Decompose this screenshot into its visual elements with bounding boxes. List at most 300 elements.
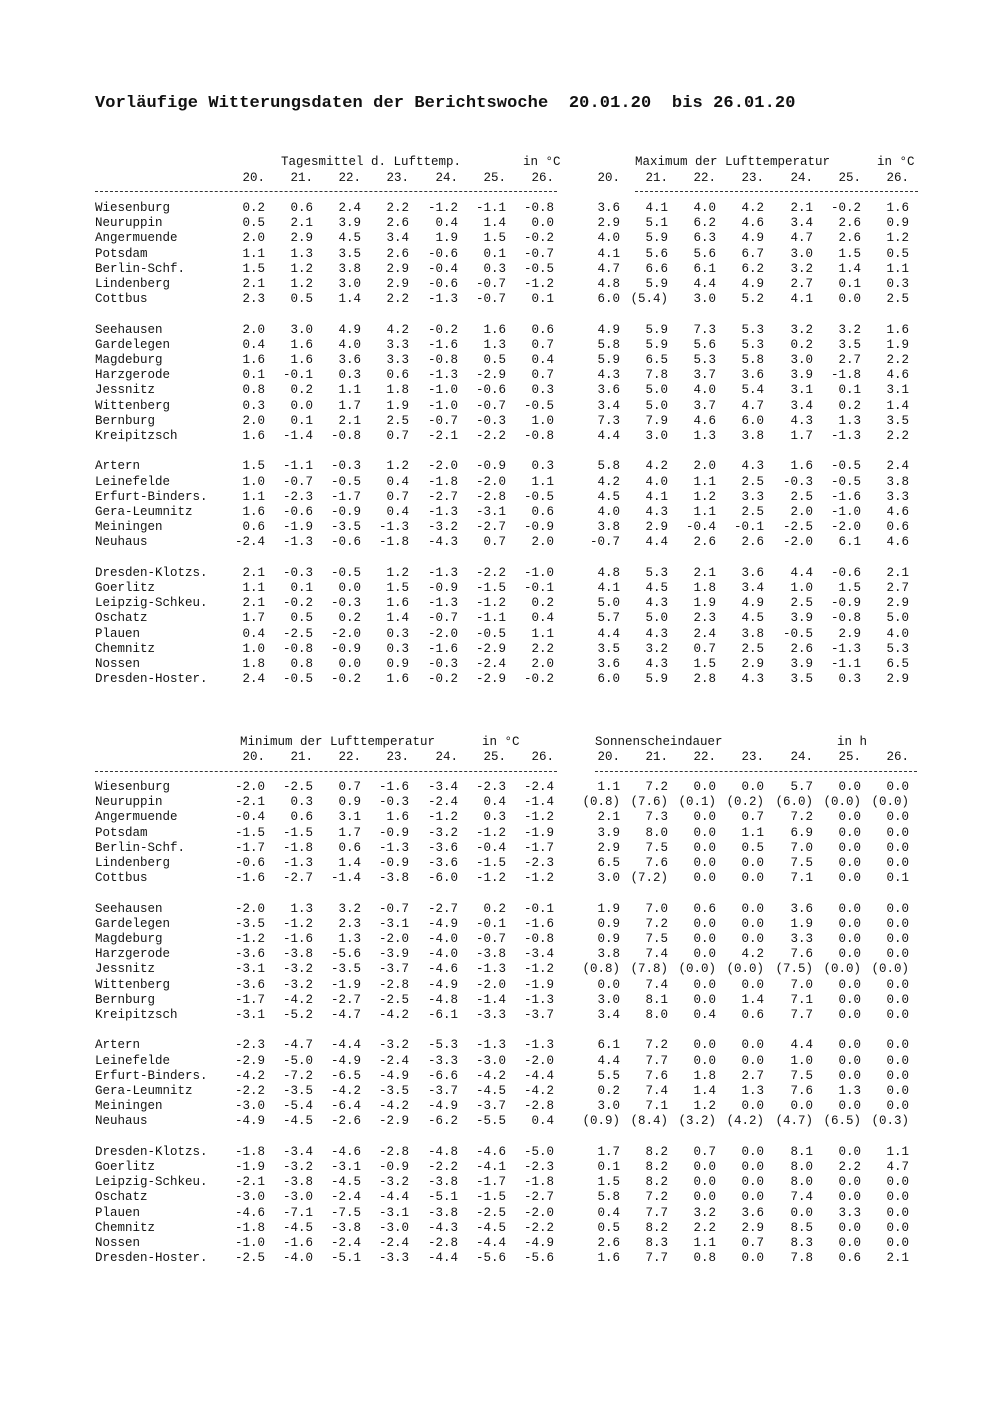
left-value-cell: -0.3 <box>330 459 361 474</box>
left-value-cell: -0.7 <box>475 277 506 291</box>
left-value-cell: -3.7 <box>475 1099 506 1114</box>
right-value-cell: 4.2 <box>597 474 620 489</box>
left-value-cell: -0.9 <box>378 1160 409 1174</box>
right-value-cell: 3.9 <box>597 825 620 840</box>
station-name: Kreipitzsch <box>95 1008 178 1022</box>
station-name: Cottbus <box>95 871 148 886</box>
right-value-cell: 1.5 <box>838 581 861 595</box>
left-value-cell: 0.6 <box>290 201 313 215</box>
right-value-cell: 3.8 <box>741 626 764 641</box>
left-value-cell: 1.1 <box>338 383 361 398</box>
right-value-cell: 7.2 <box>645 780 668 794</box>
right-value-cell: 0.1 <box>886 871 909 886</box>
station-name: Leipzig-Schkeu. <box>95 1175 208 1190</box>
right-value-cell: 5.9 <box>597 353 620 367</box>
left-value-cell: -1.3 <box>282 535 313 550</box>
left-value-cell: -4.3 <box>427 1220 458 1235</box>
right-value-cell: 0.0 <box>693 1175 716 1190</box>
left-value-cell: -0.3 <box>330 596 361 611</box>
right-value-cell: 0.5 <box>597 1220 620 1235</box>
right-value-cell: (6.0) <box>775 795 813 810</box>
table-row <box>95 1099 925 1114</box>
left-value-cell: -1.3 <box>427 368 458 383</box>
table-row <box>95 993 925 1008</box>
left-value-cell: -2.4 <box>330 1236 361 1250</box>
right-value-cell: 2.6 <box>838 216 861 231</box>
left-value-cell: 1.6 <box>483 322 506 337</box>
right-value-cell: 0.0 <box>693 871 716 886</box>
right-value-cell: 4.7 <box>741 398 764 413</box>
right-value-cell: 4.3 <box>645 596 668 611</box>
right-value-cell: 3.0 <box>790 246 813 261</box>
left-value-cell: -0.4 <box>475 840 506 855</box>
right-value-cell: 2.6 <box>597 1236 620 1250</box>
table-row <box>95 490 925 505</box>
right-value-cell: 4.1 <box>645 489 668 504</box>
right-value-cell: 4.7 <box>886 1160 909 1174</box>
left-value-cell: -1.0 <box>523 565 554 580</box>
left-value-cell: -1.8 <box>427 474 458 489</box>
right-value-cell: 4.1 <box>597 581 620 595</box>
right-value-cell: 1.0 <box>790 581 813 595</box>
right-value-cell: 2.8 <box>693 672 716 687</box>
right-value-cell: 3.1 <box>790 383 813 398</box>
station-name: Plauen <box>95 626 141 641</box>
right-value-cell: 7.7 <box>790 1008 813 1022</box>
table-row <box>95 1221 925 1236</box>
left-value-cell: -0.8 <box>330 429 361 443</box>
right-value-cell: 4.9 <box>741 231 764 246</box>
left-value-cell: 0.8 <box>290 657 313 671</box>
right-value-cell: 0.0 <box>838 1236 861 1250</box>
right-value-cell: 1.4 <box>741 992 764 1007</box>
right-value-cell: 2.9 <box>597 216 620 231</box>
left-value-cell: -2.0 <box>523 1205 554 1220</box>
right-value-cell: 6.3 <box>693 231 716 246</box>
left-value-cell: 0.7 <box>338 780 361 794</box>
right-value-cell: 5.3 <box>693 353 716 367</box>
right-value-cell: (4.7) <box>775 1114 813 1129</box>
left-value-cell: -1.4 <box>282 429 313 443</box>
right-value-cell: 7.0 <box>790 840 813 855</box>
right-value-cell: 2.1 <box>693 565 716 580</box>
left-value-cell: 2.3 <box>338 916 361 931</box>
right-value-cell: 0.0 <box>838 1053 861 1068</box>
right-value-cell: 0.7 <box>693 1144 716 1159</box>
right-value-cell: 8.2 <box>645 1175 668 1190</box>
left-value-cell: -1.3 <box>378 520 409 535</box>
left-value-cell: -5.1 <box>330 1251 361 1266</box>
left-value-cell: -1.3 <box>427 565 458 580</box>
right-value-cell: 0.8 <box>693 1251 716 1266</box>
right-value-cell: 0.0 <box>838 916 861 931</box>
right-value-cell: 0.0 <box>838 1220 861 1235</box>
left-value-cell: -4.0 <box>427 932 458 946</box>
right-value-cell: 6.0 <box>741 413 764 428</box>
right-value-cell: 1.0 <box>790 1053 813 1068</box>
left-value-cell: 1.4 <box>338 856 361 870</box>
right-value-cell: 3.3 <box>741 489 764 504</box>
left-value-cell: -0.9 <box>475 459 506 474</box>
left-value-cell: 2.0 <box>242 231 265 246</box>
right-value-cell: 3.2 <box>790 322 813 337</box>
right-value-cell: 0.7 <box>693 641 716 656</box>
right-value-cell: 0.6 <box>838 1251 861 1266</box>
right-value-cell: 3.0 <box>693 292 716 307</box>
right-value-cell: 0.0 <box>790 1099 813 1114</box>
right-value-cell: 5.9 <box>645 337 668 352</box>
right-value-cell: (6.5) <box>823 1114 861 1129</box>
left-value-cell: -2.0 <box>330 626 361 641</box>
left-value-cell: -3.9 <box>378 947 409 962</box>
left-value-cell: -5.4 <box>282 1099 313 1114</box>
right-value-cell: 7.2 <box>645 916 668 931</box>
station-name: Seehausen <box>95 901 163 916</box>
right-value-cell: 5.5 <box>597 1068 620 1083</box>
right-value-cell: 3.2 <box>838 322 861 337</box>
left-value-cell: 2.0 <box>242 322 265 337</box>
right-value-cell: -0.5 <box>830 459 861 474</box>
right-value-cell: 2.1 <box>886 1251 909 1266</box>
left-value-cell: -0.8 <box>427 353 458 367</box>
left-value-cell: -1.6 <box>234 871 265 886</box>
left-value-cell: 0.7 <box>531 368 554 383</box>
left-value-cell: 1.5 <box>483 231 506 246</box>
right-value-cell: 4.3 <box>645 626 668 641</box>
right-value-cell: (3.2) <box>678 1114 716 1129</box>
bottom-table-section <box>95 728 925 1288</box>
left-value-cell: 1.5 <box>386 581 409 595</box>
right-value-cell: 0.0 <box>886 901 909 916</box>
right-value-cell: 3.2 <box>693 1205 716 1220</box>
table-row <box>95 947 925 962</box>
left-value-cell: 1.9 <box>386 398 409 413</box>
left-day-header: 21. <box>290 750 313 764</box>
left-value-cell: 1.1 <box>242 489 265 504</box>
right-value-cell: 4.6 <box>693 413 716 428</box>
left-value-cell: -0.9 <box>330 641 361 656</box>
left-value-cell: -3.5 <box>378 1084 409 1098</box>
right-value-cell: 1.2 <box>693 1099 716 1114</box>
left-value-cell: -3.8 <box>378 871 409 886</box>
left-value-cell: -1.9 <box>523 825 554 840</box>
station-name: Dresden-Hoster. <box>95 1251 208 1266</box>
right-value-cell: 0.0 <box>886 1038 909 1053</box>
left-value-cell: -2.4 <box>378 1236 409 1250</box>
right-value-cell: -1.6 <box>830 489 861 504</box>
left-value-cell: -2.8 <box>523 1099 554 1114</box>
right-value-cell: (0.0) <box>823 795 861 810</box>
right-value-cell: 7.3 <box>645 810 668 825</box>
right-value-cell: 0.6 <box>886 520 909 535</box>
right-value-cell: 0.0 <box>886 780 909 794</box>
right-value-cell: 1.7 <box>790 429 813 443</box>
left-value-cell: 3.5 <box>338 246 361 261</box>
left-value-cell: 3.0 <box>338 277 361 291</box>
right-value-cell: 0.0 <box>741 932 764 946</box>
right-value-cell: 7.8 <box>790 1251 813 1266</box>
table-row <box>95 932 925 947</box>
right-value-cell: -1.1 <box>830 657 861 671</box>
left-value-cell: -1.3 <box>282 856 313 870</box>
right-value-cell: 7.2 <box>645 1038 668 1053</box>
left-table-title: Tagesmittel d. Lufttemp. <box>281 155 462 169</box>
right-value-cell: 1.5 <box>838 246 861 261</box>
left-value-cell: -2.0 <box>427 459 458 474</box>
left-value-cell: -4.2 <box>330 1084 361 1098</box>
left-value-cell: -4.3 <box>427 535 458 550</box>
left-value-cell: 0.1 <box>242 368 265 383</box>
left-value-cell: -3.7 <box>427 1084 458 1098</box>
right-value-cell: 0.0 <box>741 1175 764 1190</box>
left-value-cell: -1.2 <box>427 810 458 825</box>
right-value-cell: 3.6 <box>597 383 620 398</box>
table-row <box>95 611 925 626</box>
table-row <box>95 1054 925 1069</box>
right-value-cell: 4.7 <box>790 231 813 246</box>
left-value-cell: -4.9 <box>523 1236 554 1250</box>
left-value-cell: 0.2 <box>483 901 506 916</box>
right-value-cell: 1.1 <box>693 505 716 519</box>
right-value-cell: 0.0 <box>886 1175 909 1190</box>
left-value-cell: -1.1 <box>475 611 506 626</box>
right-value-cell: 4.5 <box>741 611 764 626</box>
left-value-cell: -1.6 <box>282 1236 313 1250</box>
right-value-cell: 5.4 <box>741 383 764 398</box>
station-name: Oschatz <box>95 1190 148 1205</box>
left-value-cell: 2.3 <box>242 292 265 307</box>
table-row <box>95 1069 925 1084</box>
right-value-cell: 1.9 <box>693 596 716 611</box>
right-value-cell: 1.6 <box>886 201 909 215</box>
left-value-cell: -1.2 <box>523 962 554 977</box>
table-row <box>95 231 925 246</box>
left-value-cell: -0.8 <box>282 641 313 656</box>
right-value-cell: 4.4 <box>645 535 668 550</box>
table-row <box>95 566 925 581</box>
station-name: Lindenberg <box>95 856 171 870</box>
table-row <box>95 505 925 520</box>
right-value-cell: 0.7 <box>741 1236 764 1250</box>
table-row <box>95 810 925 825</box>
left-value-cell: 1.6 <box>386 672 409 687</box>
right-day-header: 20. <box>597 750 620 764</box>
right-value-cell: 2.9 <box>886 596 909 611</box>
right-value-cell: 1.9 <box>597 901 620 916</box>
station-name: Lindenberg <box>95 277 171 291</box>
station-name: Oschatz <box>95 611 148 626</box>
left-value-cell: -4.4 <box>523 1068 554 1083</box>
right-value-cell: 1.4 <box>886 398 909 413</box>
right-value-cell: 0.3 <box>886 277 909 291</box>
right-value-cell: 2.2 <box>693 1220 716 1235</box>
right-value-cell: 0.0 <box>886 932 909 946</box>
left-value-cell: -1.7 <box>234 840 265 855</box>
left-value-cell: 0.0 <box>338 657 361 671</box>
right-day-header: 22. <box>693 171 716 185</box>
left-value-cell: -3.5 <box>330 520 361 535</box>
left-value-cell: -4.2 <box>378 1099 409 1114</box>
right-value-cell: -2.5 <box>782 520 813 535</box>
right-value-cell: 1.6 <box>597 1251 620 1266</box>
right-value-cell: 0.0 <box>741 856 764 870</box>
left-value-cell: -4.8 <box>427 1144 458 1159</box>
right-value-cell: 5.0 <box>597 596 620 611</box>
right-value-cell: 1.3 <box>693 429 716 443</box>
right-value-cell: 0.0 <box>838 292 861 307</box>
right-value-cell: 1.2 <box>886 231 909 246</box>
right-value-cell: 0.0 <box>741 901 764 916</box>
station-name: Meiningen <box>95 520 163 535</box>
right-value-cell: 2.7 <box>886 581 909 595</box>
right-value-cell: 5.6 <box>645 246 668 261</box>
left-value-cell: -3.5 <box>330 962 361 977</box>
right-value-cell: 0.0 <box>741 1099 764 1114</box>
right-value-cell: 0.0 <box>838 932 861 946</box>
right-value-cell: 4.1 <box>645 201 668 215</box>
station-name: Angermuende <box>95 231 178 246</box>
right-value-cell: 7.5 <box>790 856 813 870</box>
left-value-cell: -2.5 <box>378 992 409 1007</box>
left-value-cell: -2.5 <box>282 780 313 794</box>
right-value-cell: 4.3 <box>790 413 813 428</box>
left-value-cell: -1.3 <box>427 505 458 519</box>
right-value-cell: 5.3 <box>741 337 764 352</box>
left-value-cell: -4.7 <box>282 1038 313 1053</box>
left-value-cell: -2.2 <box>523 1220 554 1235</box>
left-value-cell: 1.3 <box>338 932 361 946</box>
right-value-cell: 3.7 <box>693 368 716 383</box>
right-value-cell: 3.6 <box>790 901 813 916</box>
station-name: Goerlitz <box>95 581 156 595</box>
table-row <box>95 475 925 490</box>
station-name: Artern <box>95 1038 141 1053</box>
right-value-cell: 7.2 <box>645 1190 668 1205</box>
station-name: Plauen <box>95 1205 141 1220</box>
left-value-cell: -1.2 <box>523 871 554 886</box>
right-value-cell: 3.0 <box>597 871 620 886</box>
table-row <box>95 657 925 672</box>
right-value-cell: 0.0 <box>838 901 861 916</box>
left-value-cell: -1.3 <box>378 840 409 855</box>
left-value-cell: -2.3 <box>523 1160 554 1174</box>
left-value-cell: 4.2 <box>386 322 409 337</box>
left-value-cell: -1.6 <box>282 932 313 946</box>
right-value-cell: 7.4 <box>790 1190 813 1205</box>
right-day-header: 25. <box>838 750 861 764</box>
left-value-cell: -1.7 <box>330 489 361 504</box>
left-value-cell: 2.6 <box>386 216 409 231</box>
left-value-cell: 1.1 <box>242 581 265 595</box>
left-value-cell: 0.3 <box>531 383 554 398</box>
left-value-cell: -3.8 <box>427 1205 458 1220</box>
left-value-cell: 0.6 <box>242 520 265 535</box>
right-value-cell: 3.9 <box>790 368 813 383</box>
right-value-cell: 0.4 <box>693 1008 716 1022</box>
right-value-cell: 4.2 <box>645 459 668 474</box>
right-day-header: 25. <box>838 171 861 185</box>
left-value-cell: -3.1 <box>378 1205 409 1220</box>
left-value-cell: 1.6 <box>242 505 265 519</box>
right-value-cell: 2.2 <box>886 429 909 443</box>
left-value-cell: -1.2 <box>475 871 506 886</box>
right-value-cell: 7.7 <box>645 1053 668 1068</box>
left-value-cell: -2.0 <box>475 977 506 992</box>
left-value-cell: 3.3 <box>386 353 409 367</box>
left-value-cell: 0.4 <box>242 626 265 641</box>
left-value-cell: 0.2 <box>338 611 361 626</box>
right-value-cell: 3.3 <box>838 1205 861 1220</box>
right-value-cell: 5.7 <box>597 611 620 626</box>
right-value-cell: 3.5 <box>838 337 861 352</box>
left-value-cell: -2.5 <box>475 1205 506 1220</box>
left-value-cell: -2.9 <box>475 672 506 687</box>
station-name: Potsdam <box>95 246 148 261</box>
station-name: Magdeburg <box>95 932 163 946</box>
station-name: Gera-Leumnitz <box>95 1084 193 1098</box>
right-value-cell: 4.6 <box>886 368 909 383</box>
right-value-cell: (0.8) <box>582 962 620 977</box>
left-value-cell: -7.2 <box>282 1068 313 1083</box>
left-value-cell: -1.1 <box>282 459 313 474</box>
left-value-cell: -2.5 <box>282 626 313 641</box>
right-value-cell: 0.0 <box>838 1099 861 1114</box>
station-name: Potsdam <box>95 825 148 840</box>
station-name: Dresden-Hoster. <box>95 672 208 687</box>
left-value-cell: -1.2 <box>282 916 313 931</box>
right-value-cell: 4.1 <box>597 246 620 261</box>
table-row <box>95 323 925 338</box>
right-value-cell: (7.2) <box>630 871 668 886</box>
left-value-cell: -2.7 <box>427 901 458 916</box>
left-value-cell: 3.3 <box>386 337 409 352</box>
left-value-cell: -2.7 <box>330 992 361 1007</box>
left-value-cell: -1.4 <box>475 992 506 1007</box>
left-value-cell: -0.9 <box>523 520 554 535</box>
right-value-cell: 0.0 <box>741 1053 764 1068</box>
left-value-cell: -4.6 <box>427 962 458 977</box>
right-day-header: 20. <box>597 171 620 185</box>
left-value-cell: -1.8 <box>234 1144 265 1159</box>
left-value-cell: 0.7 <box>386 489 409 504</box>
table-row <box>95 535 925 550</box>
left-value-cell: -4.0 <box>427 947 458 962</box>
left-value-cell: 0.9 <box>386 657 409 671</box>
right-value-cell: 8.1 <box>790 1144 813 1159</box>
right-value-cell: 6.6 <box>645 261 668 276</box>
left-value-cell: -0.6 <box>475 383 506 398</box>
station-name: Erfurt-Binders. <box>95 489 208 504</box>
right-value-cell: 2.6 <box>693 535 716 550</box>
left-value-cell: 1.2 <box>290 277 313 291</box>
right-value-cell: 6.1 <box>597 1038 620 1053</box>
right-value-cell: 4.3 <box>645 657 668 671</box>
right-value-cell: (0.8) <box>582 795 620 810</box>
station-name: Leinefelde <box>95 1053 171 1068</box>
left-value-cell: -3.1 <box>234 1008 265 1022</box>
left-value-cell: 0.3 <box>338 368 361 383</box>
left-value-cell: 1.6 <box>290 337 313 352</box>
left-value-cell: 2.6 <box>386 246 409 261</box>
table-row <box>95 216 925 231</box>
right-value-cell: 5.1 <box>645 216 668 231</box>
table-row <box>95 338 925 353</box>
left-value-cell: -0.7 <box>427 611 458 626</box>
right-value-cell: 4.9 <box>597 322 620 337</box>
right-value-cell: 0.9 <box>597 932 620 946</box>
right-value-cell: 2.4 <box>886 459 909 474</box>
right-value-cell: 0.5 <box>886 246 909 261</box>
